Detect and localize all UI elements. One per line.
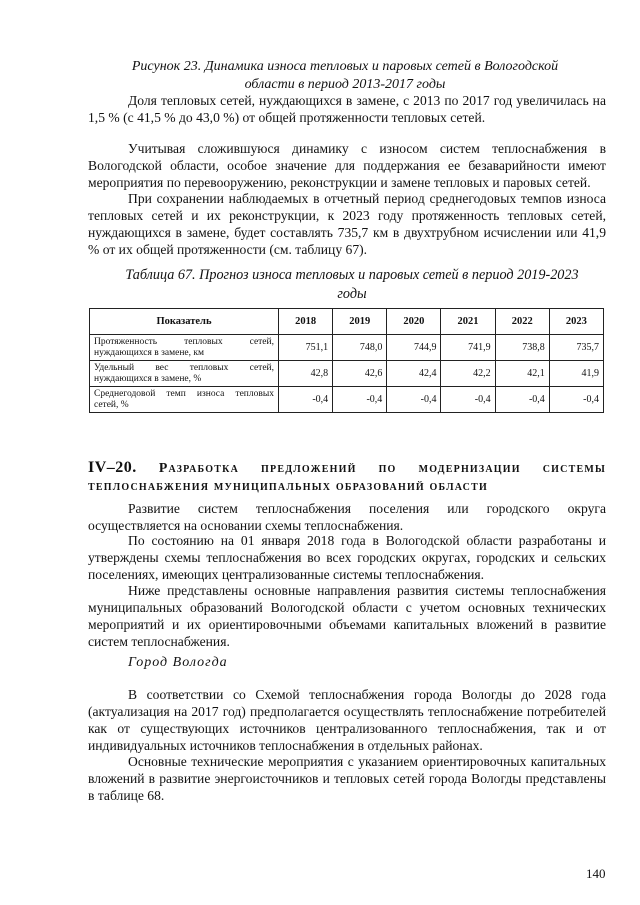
paragraph-forecast: При сохранении наблюдаемых в отчетный период среднегодовых темпов износа тепловых сетей и их реконструкции, к 2023 году протяженность тепловых сетей, нуждающихся в замене, будет составлять 735,7 км в двухтрубном исчислении или 41,9 % от их общей протяженности (см. таблицу 67). <box>88 191 606 257</box>
header-year: 2019 <box>333 309 387 335</box>
table-cell: 42,2 <box>441 361 495 387</box>
table-cell: 41,9 <box>549 361 603 387</box>
row-label: Среднегодовой темп износа тепловых сетей, % <box>90 387 279 413</box>
table-row <box>90 361 604 387</box>
table-row <box>90 335 604 361</box>
figure-caption-line-2: области в период 2013-2017 годы <box>244 77 446 92</box>
table-cell: 42,1 <box>495 361 549 387</box>
table-cell: 735,7 <box>549 335 603 361</box>
table-caption-line-2: годы <box>337 286 367 302</box>
table-cell: -0,4 <box>387 387 441 413</box>
page-number: 140 <box>586 866 606 881</box>
section-number: IV–20. <box>88 459 137 476</box>
table-cell: 42,8 <box>279 361 333 387</box>
table-row <box>90 387 604 413</box>
paragraph-share-growth: Доля тепловых сетей, нуждающихся в замене, с 2013 по 2017 год увеличилась на 1,5 % (с 41,5 % до 43,0 %) от общей протяженности тепловых сетей. <box>88 93 606 125</box>
table-cell: 751,1 <box>279 335 333 361</box>
table-cell: 741,9 <box>441 335 495 361</box>
header-label: Показатель <box>90 309 279 335</box>
paragraph-dynamics: Учитывая сложившуюся динамику с износом систем теплоснабжения в Вологодской области, особое значение для поддержания ее безаварийности имеют мероприятия по перевооружению, реконструкции и замене тепловых и паровых сетей. <box>88 141 606 190</box>
table-cell: -0,4 <box>441 387 495 413</box>
row-label: Протяженность тепловых сетей, нуждающихся в замене, км <box>90 335 279 361</box>
header-year: 2018 <box>279 309 333 335</box>
table-cell: 748,0 <box>333 335 387 361</box>
table-cell: 42,6 <box>333 361 387 387</box>
table-cell: -0,4 <box>279 387 333 413</box>
table-cell: -0,4 <box>333 387 387 413</box>
header-year: 2021 <box>441 309 495 335</box>
paragraph-development-basis: Развитие систем теплоснабжения поселения или городского округа осуществляется на основании схемы теплоснабжения. <box>88 501 606 533</box>
table-cell: -0,4 <box>549 387 603 413</box>
table-cell: 42,4 <box>387 361 441 387</box>
paragraph-city-scheme: В соответствии со Схемой теплоснабжения города Вологды до 2028 года (актуализация на 2017 год) предполагается осуществлять теплоснабжение потребителей как от существующих источников централизованного теплоснабжения, так и от индивидуальных источников теплоснабжения в отдельных районах. <box>88 687 606 753</box>
row-label: Удельный вес тепловых сетей, нуждающихся в замене, % <box>90 361 279 387</box>
paragraph-schemes-status: По состоянию на 01 января 2018 года в Вологодской области разработаны и утверждены схемы теплоснабжения во всех городских округах, городских и сельских поселениях, имеющих централизованные системы теплоснабжения. <box>88 533 606 582</box>
subheading-city: Город Вологда <box>128 655 228 670</box>
header-year: 2022 <box>495 309 549 335</box>
paragraph-city-measures: Основные технические мероприятия с указанием ориентировочных капитальных вложений в развитие энергоисточников и тепловых сетей города Вологды представлены в таблице 68. <box>88 754 606 803</box>
section-title: Разработка предложений по модернизации системы теплоснабжения муниципальных образований области <box>88 460 606 493</box>
table-cell: 738,8 <box>495 335 549 361</box>
figure-caption <box>95 58 595 94</box>
figure-caption-line-1: Рисунок 23. Динамика износа тепловых и паровых сетей в Вологодской <box>131 59 559 74</box>
table-cell: 744,9 <box>387 335 441 361</box>
header-year: 2020 <box>387 309 441 335</box>
table-caption <box>92 266 612 304</box>
paragraph-directions: Ниже представлены основные направления развития системы теплоснабжения муниципальных образований Вологодской области с учетом основных технических мероприятий и их ориентировочными объемами капитальных вложений в развитие систем теплоснабжения. <box>88 583 606 649</box>
table-cell: -0,4 <box>495 387 549 413</box>
table-caption-line-1: Таблица 67. Прогноз износа тепловых и паровых сетей в период 2019-2023 <box>125 267 579 283</box>
table-header-row <box>90 309 604 335</box>
header-year: 2023 <box>549 309 603 335</box>
section-heading <box>88 459 606 495</box>
forecast-table <box>89 308 604 413</box>
